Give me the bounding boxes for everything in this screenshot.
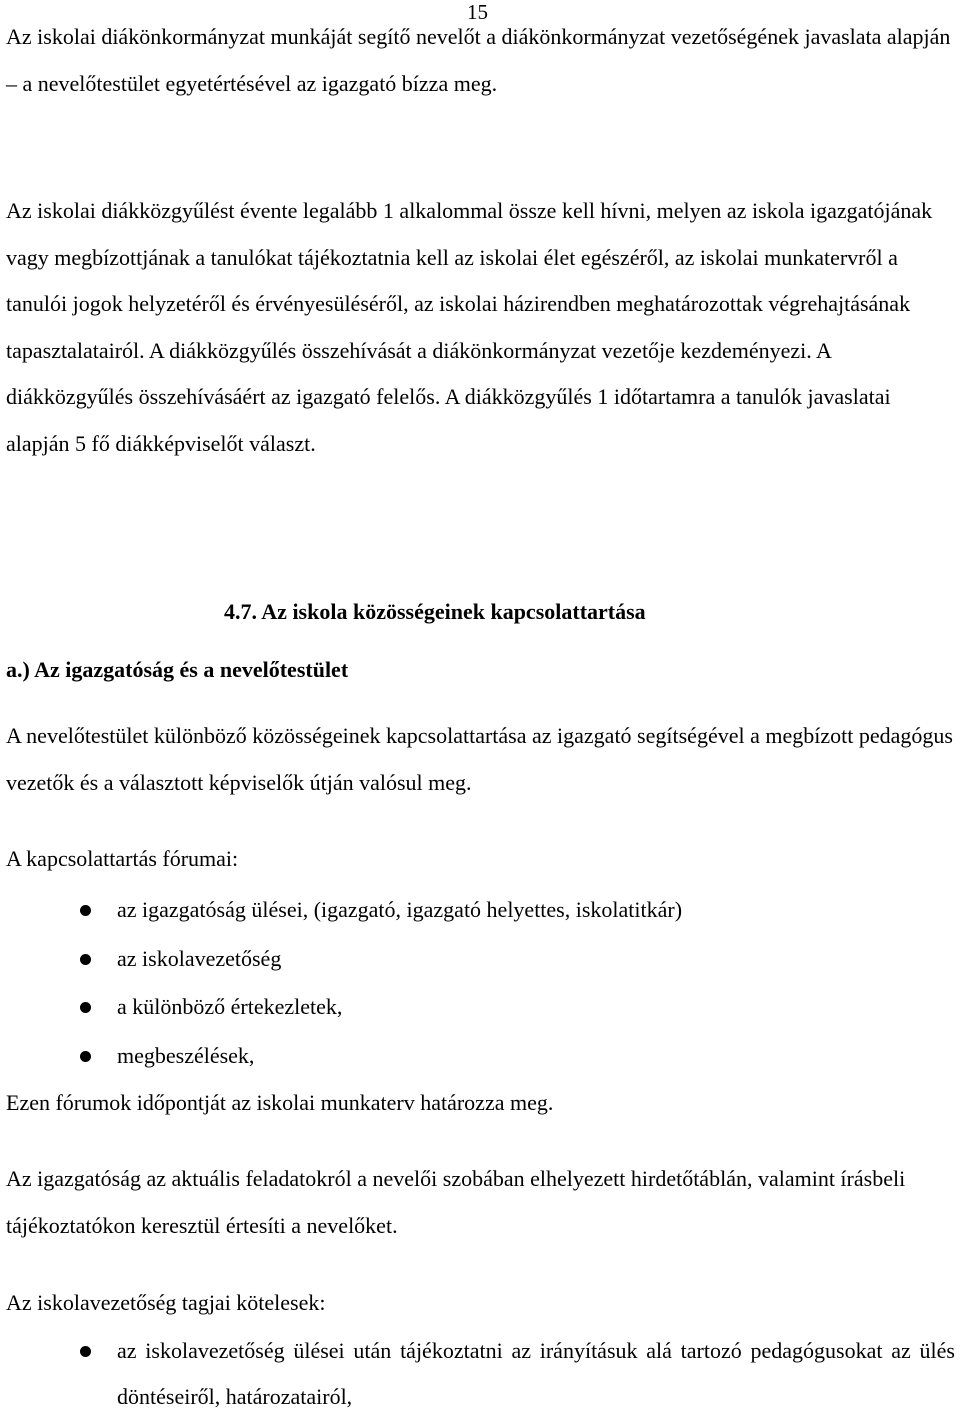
bullet-icon xyxy=(80,1051,91,1062)
bullet-icon xyxy=(80,905,91,916)
list-item: az iskolavezetőség xyxy=(6,935,955,984)
list-item: az igazgatóság ülései, (igazgató, igazgató helyettes, iskolatitkár) xyxy=(6,886,955,935)
paragraph-dt-mentor: Az iskolai diákönkormányzat munkáját segítő nevelőt a diákönkormányzat vezetőségének javaslata alapján – a nevelőtestület egyetértésével az igazgató bízza meg. xyxy=(6,24,951,96)
bullet-icon xyxy=(80,1346,91,1357)
forum-list xyxy=(6,886,955,1080)
section-title: 4.7. Az iskola közösségeinek kapcsolattartása xyxy=(224,599,646,624)
bullet-icon xyxy=(80,954,91,965)
duties-list xyxy=(6,1328,955,1420)
subsection-title: a.) Az igazgatóság és a nevelőtestület xyxy=(6,657,349,682)
page-number: 15 xyxy=(467,0,488,24)
list-item: az iskolavezetőség ülései után tájékoztatni az irányításuk alá tartozó pedagógusokat az ülés döntéseiről, határozatairól, xyxy=(6,1328,955,1420)
list-item: megbeszélések, xyxy=(6,1032,955,1081)
bullet-icon xyxy=(80,1002,91,1013)
paragraph-contact: A nevelőtestület különböző közösségeinek kapcsolattartása az igazgató segítségével a megbízott pedagógus vezetők és a választott képviselők útján valósul meg. xyxy=(6,723,953,795)
paragraph-student-assembly: Az iskolai diákközgyűlést évente legalább 1 alkalommal össze kell hívni, melyen az iskola igazgatójának vagy megbízottjának a tanulókat tájékoztatnia kell az iskolai élet egészéről, az iskolai munkatervről a tanulói jogok helyzetéről és érvényesüléséről, az iskolai házirendben meghatározottak végrehajtásának tapasztalatairól. A diákközgyűlés összehívását a diákönkormányzat vezetője kezdeményezi. A diákközgyűlés összehívásáért az igazgató felelős. A diákközgyűlés 1 időtartamra a tanulók javaslatai alapján 5 fő diákképviselőt választ. xyxy=(6,198,933,456)
paragraph-forum-schedule: Ezen fórumok időpontját az iskolai munkaterv határozza meg. xyxy=(6,1090,554,1115)
list-item: a különböző értekezletek, xyxy=(6,983,955,1032)
paragraph-forums-intro: A kapcsolattartás fórumai: xyxy=(6,846,239,871)
paragraph-duties-intro: Az iskolavezetőség tagjai kötelesek: xyxy=(6,1290,326,1315)
paragraph-notices: Az igazgatóság az aktuális feladatokról a nevelői szobában elhelyezett hirdetőtáblán, valamint írásbeli tájékoztatókon keresztül értesíti a nevelőket. xyxy=(6,1166,906,1238)
